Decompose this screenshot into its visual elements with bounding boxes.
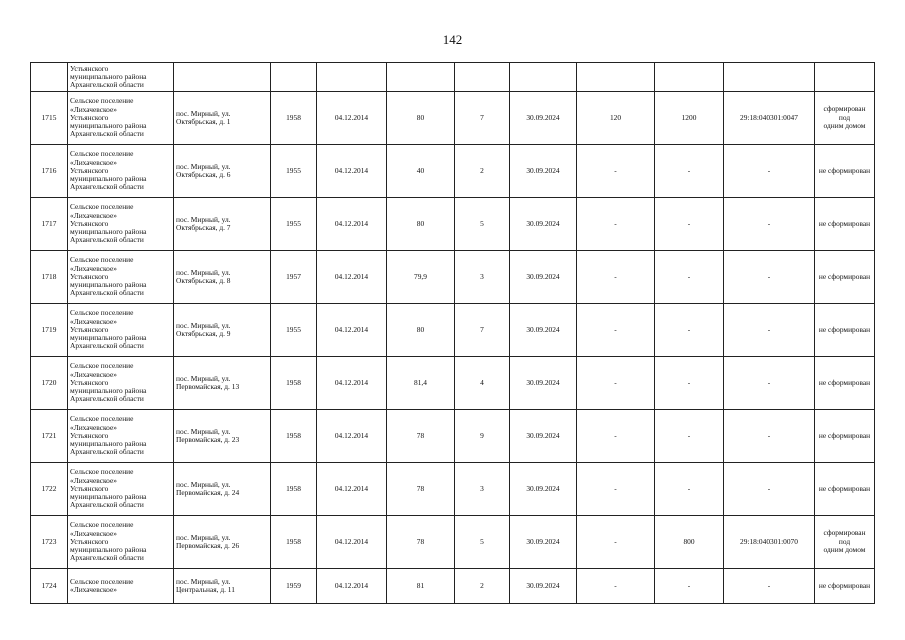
cell-municipality: Сельское поселение «Лихачевское» Устьянского муниципального района Архангельской области [68,463,174,516]
cell-residents: 9 [455,410,510,463]
cell-residents: 5 [455,198,510,251]
cell-area: 40 [387,145,455,198]
cell-year: 1958 [271,92,317,145]
housing-register-table [30,62,875,604]
cell-area: 78 [387,463,455,516]
cell-num: 1719 [31,304,68,357]
cell-col10: - [655,198,724,251]
cell-num: 1715 [31,92,68,145]
cell-address: пос. Мирный, ул. Октябрьская, д. 9 [174,304,271,357]
cell-planned-date: 30.09.2024 [510,569,577,604]
cell-col10: 1200 [655,92,724,145]
cell-planned-date: 30.09.2024 [510,357,577,410]
cell-residents: 2 [455,145,510,198]
cell-date: 04.12.2014 [317,516,387,569]
cell-residents: 7 [455,304,510,357]
cell-land-status: сформирован под одним домом [815,92,875,145]
cell-col9: - [577,304,655,357]
cell-num: 1717 [31,198,68,251]
cell-land-status: не сформирован [815,198,875,251]
cell-col9: - [577,569,655,604]
cell-year: 1955 [271,198,317,251]
cell-municipality: Сельское поселение «Лихачевское» Устьянского муниципального района Архангельской области [68,198,174,251]
cell-land-status: не сформирован [815,569,875,604]
cell-num: 1723 [31,516,68,569]
cell-date: 04.12.2014 [317,251,387,304]
cell-planned-date: 30.09.2024 [510,198,577,251]
cell-num: 1724 [31,569,68,604]
cell-col9: - [577,516,655,569]
cell-num: 1718 [31,251,68,304]
cell-col9: - [577,251,655,304]
cell-planned-date: 30.09.2024 [510,463,577,516]
cell-col10: - [655,251,724,304]
cell-land-status: не сформирован [815,410,875,463]
table-row-continuation [31,63,875,92]
cell-date: 04.12.2014 [317,357,387,410]
cell-residents: 7 [455,92,510,145]
table-row [31,251,875,304]
cell-address: пос. Мирный, ул. Октябрьская, д. 1 [174,92,271,145]
cell-date: 04.12.2014 [317,410,387,463]
cell-land-status: не сформирован [815,304,875,357]
cell-year: 1958 [271,516,317,569]
cell-date: 04.12.2014 [317,463,387,516]
cell-municipality: Сельское поселение «Лихачевское» Устьянского муниципального района Архангельской области [68,92,174,145]
table-row [31,516,875,569]
cell-year: 1958 [271,410,317,463]
cell-col10: - [655,463,724,516]
cell-area: 81,4 [387,357,455,410]
cell-col10: - [655,569,724,604]
cell-year: 1958 [271,463,317,516]
cell-col10: - [655,304,724,357]
cell-cadastral-number: - [724,357,815,410]
cell-cadastral-number: - [724,410,815,463]
cell-num: 1721 [31,410,68,463]
cell-year: 1957 [271,251,317,304]
cell-municipality: Сельское поселение «Лихачевское» Устьянского муниципального района Архангельской области [68,516,174,569]
cell-cadastral-number: - [724,569,815,604]
cell-planned-date: 30.09.2024 [510,145,577,198]
cell-address: пос. Мирный, ул. Первомайская, д. 13 [174,357,271,410]
cell-land-status: сформирован под одним домом [815,516,875,569]
cell-col9: - [577,410,655,463]
table-row [31,463,875,516]
cell-address: пос. Мирный, ул. Первомайская, д. 23 [174,410,271,463]
table-row [31,92,875,145]
cell-address: пос. Мирный, ул. Первомайская, д. 24 [174,463,271,516]
cell-date: 04.12.2014 [317,145,387,198]
cell-num: 1722 [31,463,68,516]
cell-year: 1958 [271,357,317,410]
cell-cadastral-number: - [724,198,815,251]
cell-cadastral-number: - [724,145,815,198]
cell-municipality: Сельское поселение «Лихачевское» [68,569,174,604]
cell-planned-date: 30.09.2024 [510,92,577,145]
cell-col9: - [577,145,655,198]
cell-area: 78 [387,516,455,569]
cell-municipality: Сельское поселение «Лихачевское» Устьянского муниципального района Архангельской области [68,251,174,304]
table-row [31,198,875,251]
cell-col9: - [577,198,655,251]
cell-col9: - [577,357,655,410]
table-row [31,357,875,410]
cell-area: 80 [387,198,455,251]
cell-residents: 3 [455,251,510,304]
cell-cadastral-number: - [724,304,815,357]
cell-date: 04.12.2014 [317,569,387,604]
cell-cadastral-number: - [724,251,815,304]
table-row [31,304,875,357]
cell-address: пос. Мирный, ул. Первомайская, д. 26 [174,516,271,569]
cell-municipality: Сельское поселение «Лихачевское» Устьянского муниципального района Архангельской области [68,304,174,357]
cell-date: 04.12.2014 [317,304,387,357]
table-row [31,410,875,463]
cell-area: 81 [387,569,455,604]
cell-col10: - [655,145,724,198]
cell-num: 1720 [31,357,68,410]
cell-address: пос. Мирный, ул. Октябрьская, д. 8 [174,251,271,304]
cell-date: 04.12.2014 [317,198,387,251]
cell-year: 1959 [271,569,317,604]
cell-area: 80 [387,92,455,145]
cell-date: 04.12.2014 [317,92,387,145]
cell-land-status: не сформирован [815,357,875,410]
cell-cadastral-number: - [724,463,815,516]
cell-year: 1955 [271,145,317,198]
cell-municipality: Сельское поселение «Лихачевское» Устьянского муниципального района Архангельской области [68,145,174,198]
cell-area: 79,9 [387,251,455,304]
cell-col10: - [655,410,724,463]
cell-col9: - [577,463,655,516]
cell-planned-date: 30.09.2024 [510,251,577,304]
cell-num: 1716 [31,145,68,198]
cell-municipality: Устьянского муниципального района Архангельской области [68,63,174,92]
cell-residents: 2 [455,569,510,604]
cell-cadastral-number: 29:18:040301:0047 [724,92,815,145]
cell-municipality: Сельское поселение «Лихачевское» Устьянского муниципального района Архангельской области [68,357,174,410]
cell-num [31,63,68,92]
cell-col10: 800 [655,516,724,569]
cell-col10: - [655,357,724,410]
page-number: 142 [442,32,463,47]
cell-planned-date: 30.09.2024 [510,304,577,357]
cell-cadastral-number: 29:18:040301:0070 [724,516,815,569]
cell-land-status: не сформирован [815,463,875,516]
cell-land-status: не сформирован [815,145,875,198]
cell-col9: 120 [577,92,655,145]
cell-address: пос. Мирный, ул. Октябрьская, д. 7 [174,198,271,251]
cell-residents: 3 [455,463,510,516]
cell-address: пос. Мирный, ул. Октябрьская, д. 6 [174,145,271,198]
table-row [31,145,875,198]
cell-address: пос. Мирный, ул. Центральная, д. 11 [174,569,271,604]
cell-planned-date: 30.09.2024 [510,410,577,463]
cell-year: 1955 [271,304,317,357]
cell-residents: 4 [455,357,510,410]
cell-residents: 5 [455,516,510,569]
cell-area: 78 [387,410,455,463]
cell-municipality: Сельское поселение «Лихачевское» Устьянского муниципального района Архангельской области [68,410,174,463]
cell-planned-date: 30.09.2024 [510,516,577,569]
table-row [31,569,875,604]
cell-land-status: не сформирован [815,251,875,304]
cell-area: 80 [387,304,455,357]
